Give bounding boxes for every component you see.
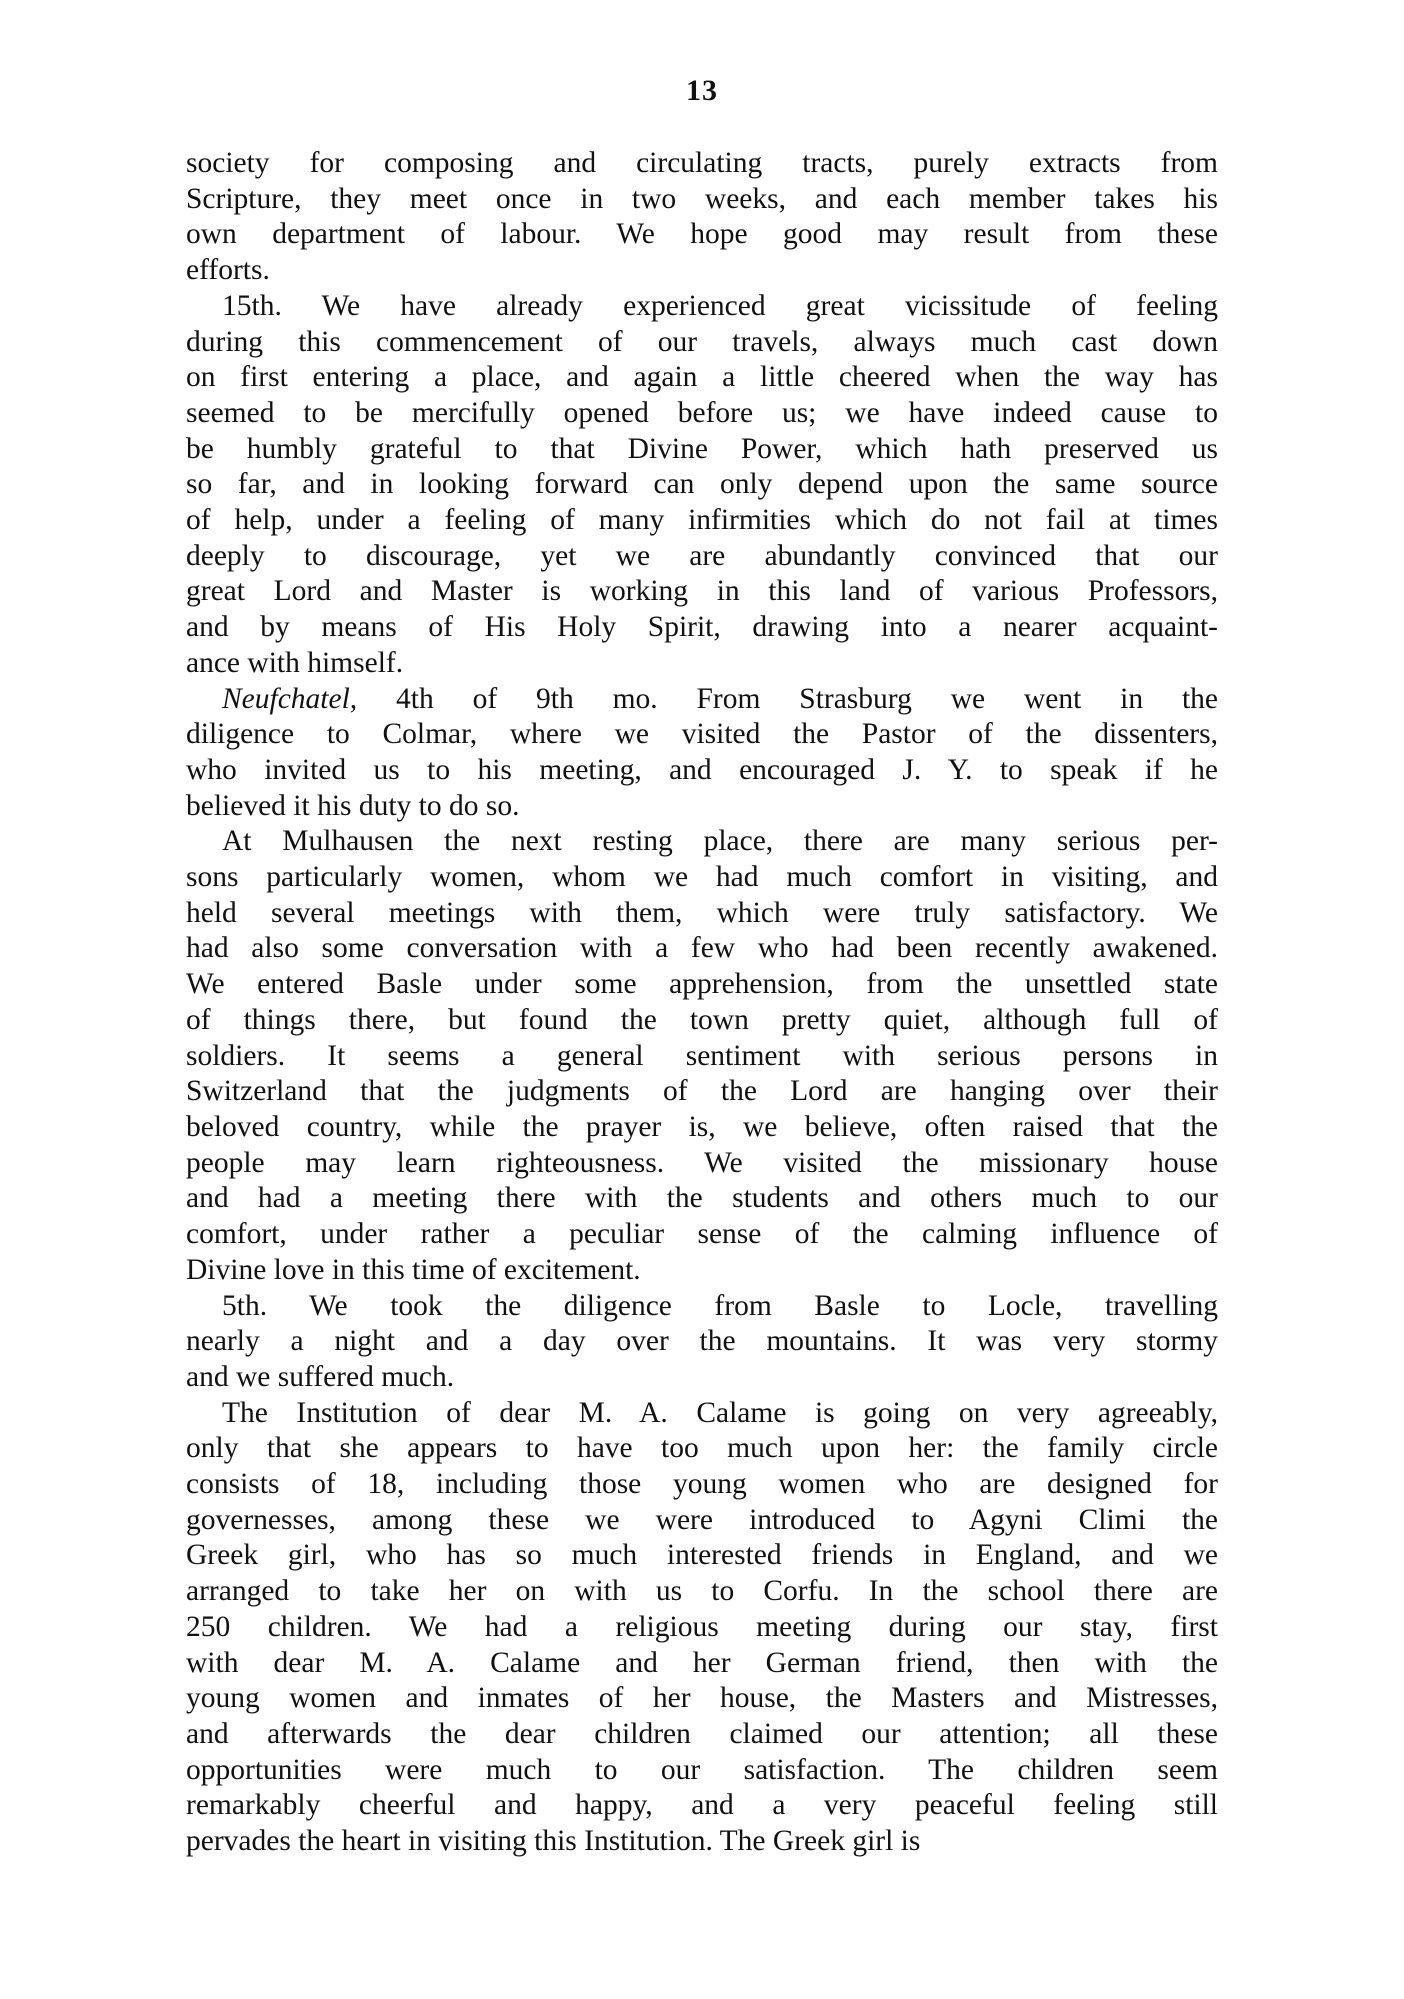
text-line: and we suffered much. <box>186 1360 455 1393</box>
paragraph <box>186 1289 1218 1396</box>
text-line: own department of labour. We hope good may result from these <box>186 218 1218 251</box>
text-line: with dear M. A. Calame and her German friend, then with the <box>186 1646 1218 1679</box>
paragraph <box>186 1396 1218 1860</box>
text-line: 5th. We took the diligence from Basle to Locle, travelling <box>222 1289 1218 1322</box>
text-line: opportunities were much to our satisfaction. The children seem <box>186 1753 1218 1786</box>
text-line: consists of 18, including those young women who are designed for <box>186 1468 1218 1501</box>
text-line: on first entering a place, and again a little cheered when the way has <box>186 361 1218 394</box>
text-line: great Lord and Master is working in this land of various Professors, <box>186 575 1218 608</box>
text-line: pervades the heart in visiting this Institution. The Greek girl is <box>186 1825 921 1858</box>
text-line: At Mulhausen the next resting place, there are many serious per- <box>222 825 1218 858</box>
text-line: Greek girl, who has so much interested friends in England, and we <box>186 1539 1218 1572</box>
text-line: governesses, among these we were introduced to Agyni Climi the <box>186 1503 1218 1536</box>
page-number: 13 <box>686 74 718 107</box>
text-line: sons particularly women, whom we had much comfort in visiting, and <box>186 861 1218 894</box>
text-line: We entered Basle under some apprehension, from the unsettled state <box>186 968 1218 1001</box>
text-line: Scripture, they meet once in two weeks, and each member takes his <box>186 182 1218 215</box>
text-line: society for composing and circulating tracts, purely extracts from <box>186 147 1218 179</box>
text-line: The Institution of dear M. A. Calame is going on very agreeably, <box>222 1396 1218 1429</box>
text-line: 15th. We have already experienced great vicissitude of feeling <box>222 289 1218 322</box>
text-line: so far, and in looking forward can only depend upon the same source <box>186 468 1218 501</box>
paragraph <box>186 682 1218 825</box>
text-line: of things there, but found the town pretty quiet, although full of <box>186 1003 1218 1036</box>
text-line: of help, under a feeling of many infirmities which do not fail at times <box>186 504 1218 537</box>
text-line: who invited us to his meeting, and encouraged J. Y. to speak if he <box>186 753 1218 786</box>
text-line: remarkably cheerful and happy, and a very peaceful feeling still <box>186 1789 1218 1822</box>
text-line: efforts. <box>186 254 270 287</box>
text-line: arranged to take her on with us to Corfu. In the school there are <box>186 1575 1218 1608</box>
text-line: soldiers. It seems a general sentiment with serious persons in <box>186 1039 1218 1072</box>
text-line: during this commencement of our travels, always much cast down <box>186 325 1218 358</box>
text-line: comfort, under rather a peculiar sense of the calming influence of <box>186 1218 1218 1251</box>
text-line: people may learn righteousness. We visited the missionary house <box>186 1146 1218 1179</box>
place-name: Neufchatel, <box>222 682 358 715</box>
text-line: seemed to be mercifully opened before us; we have indeed cause to <box>186 396 1218 429</box>
text-line: and by means of His Holy Spirit, drawing into a nearer acquaint- <box>186 611 1218 644</box>
text-line: diligence to Colmar, where we visited the Pastor of the dissenters, <box>186 718 1218 751</box>
text-line: beloved country, while the prayer is, we believe, often raised that the <box>186 1110 1218 1143</box>
text-line: had also some conversation with a few who had been recently awakened. <box>186 932 1218 965</box>
body-text <box>186 146 1218 1860</box>
paragraph <box>186 146 1218 289</box>
paragraph <box>186 824 1218 1288</box>
text-line: and had a meeting there with the students and others much to our <box>186 1182 1218 1215</box>
text-line: young women and inmates of her house, the Masters and Mistresses, <box>186 1682 1218 1715</box>
text-line: held several meetings with them, which were truly satisfactory. We <box>186 896 1218 929</box>
text-line: Switzerland that the judgments of the Lord are hanging over their <box>186 1075 1218 1108</box>
text-line: nearly a night and a day over the mountains. It was very stormy <box>186 1325 1218 1358</box>
text-line: only that she appears to have too much upon her: the family circle <box>186 1432 1218 1465</box>
text-line: Divine love in this time of excitement. <box>186 1253 641 1286</box>
text-line: Neufchatel, 4th of 9th mo. From Strasburg we went in the <box>222 682 1218 715</box>
text-line: and afterwards the dear children claimed our attention; all these <box>186 1717 1218 1750</box>
text-line: be humbly grateful to that Divine Power, which hath preserved us <box>186 432 1218 465</box>
text-line: ance with himself. <box>186 646 404 679</box>
paragraph <box>186 289 1218 682</box>
text-line: 250 children. We had a religious meeting during our stay, first <box>186 1610 1218 1643</box>
text-line: deeply to discourage, yet we are abundantly convinced that our <box>186 539 1218 572</box>
text-line: believed it his duty to do so. <box>186 789 520 822</box>
